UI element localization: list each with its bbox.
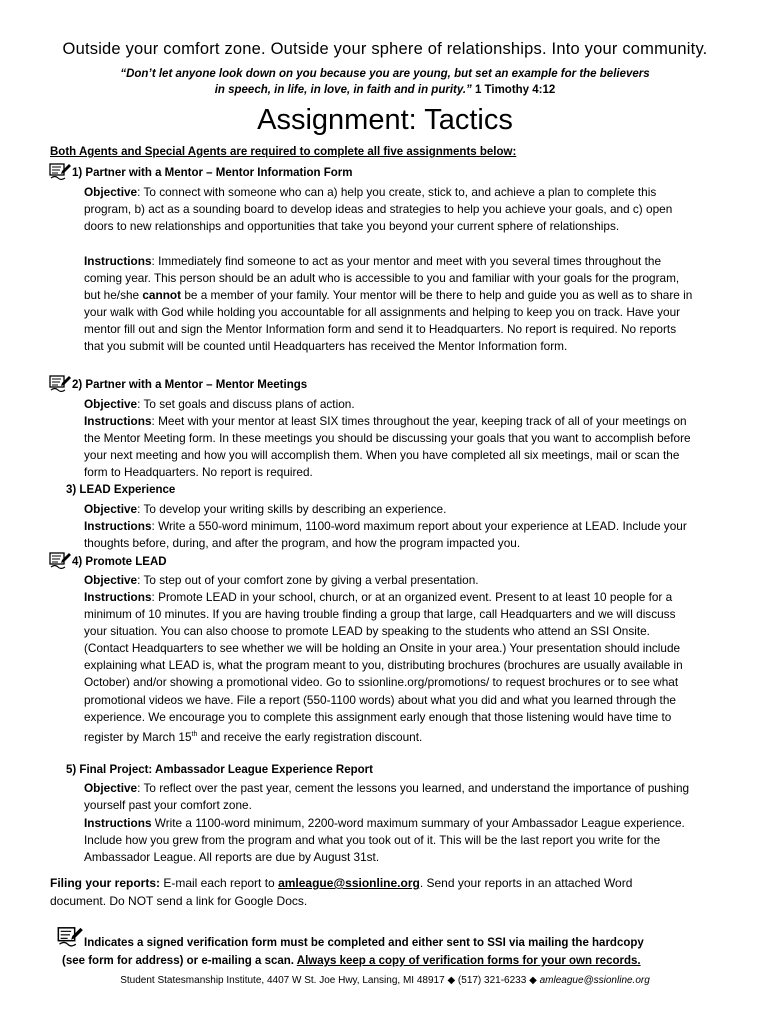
icon-legend bbox=[62, 934, 702, 970]
objective-text: : To set goals and discuss plans of action. bbox=[137, 397, 355, 411]
objective-text: : To develop your writing skills by describing an experience. bbox=[137, 502, 447, 516]
objective-label: Objective bbox=[84, 397, 138, 411]
filing-text: E-mail each report to bbox=[160, 876, 279, 890]
assignment-3-instructions bbox=[84, 518, 696, 552]
footer bbox=[0, 975, 770, 986]
assignment-5-heading: 5) Final Project: Ambassador League Experience Report bbox=[66, 764, 373, 776]
instructions-label: Instructions bbox=[84, 816, 152, 830]
instructions-text: : Immediately find someone to act as your mentor and meet with you several times throughout the coming year. This person should be an adult who is accessible to you and familiar with your goals for the program, but he/she bbox=[84, 254, 680, 303]
objective-text: : To connect with someone who can a) help you create, stick to, and achieve a plan to complete this program, b) act as a sounding board to develop ideas and strategies to help you achieve your goals, and c) open doors to new relationships and opportunities that take you beyond your current sphere of relationships. bbox=[84, 185, 673, 234]
assignment-2-heading: 2) Partner with a Mentor – Mentor Meetings bbox=[72, 379, 308, 391]
filing-instructions bbox=[50, 874, 690, 910]
email-link[interactable]: amleague@ssionline.org bbox=[278, 876, 420, 890]
footer-email[interactable]: amleague@ssionline.org bbox=[539, 975, 650, 986]
verification-form-icon bbox=[48, 373, 72, 393]
assignment-4-objective bbox=[84, 572, 696, 589]
legend-emphasis: Always keep a copy of verification forms for your own records. bbox=[296, 955, 641, 967]
assignment-4-instructions bbox=[84, 589, 696, 746]
legend-text: Indicates a signed verification form must be completed and either sent to SSI via mailing the hardcopy bbox=[84, 937, 644, 949]
assignment-1-instructions bbox=[84, 253, 696, 356]
objective-label: Objective bbox=[84, 573, 138, 587]
instructions-label: Instructions bbox=[84, 254, 152, 268]
page-title: Assignment: Tactics bbox=[257, 104, 513, 136]
verse-line-1: “Don’t let anyone look down on you because you are young, but set an example for the believers bbox=[120, 68, 650, 80]
instructions-text: be a member of your family. Your mentor will be there to help and guide you as well as to share in your walk with God while holding you accountable for all assignments and helping to keep you on track. Have your mentor fill out and sign the Mentor Information form and send it to Headquarters. No report is required. No reports that you submit will be counted until Headquarters has received the Mentor Information form. bbox=[84, 288, 693, 354]
instructions-text: : Promote LEAD in your school, church, or at an organized event. Present to at least 10 people for a minimum of 10 minutes. If you are having trouble finding a group that large, call Headquarters and we will discuss your situation. You can also choose to promote LEAD by speaking to the students who attend an SSI Onsite. (Contact Headquarters to see whether we will be holding an Onsite in your area.) Your presentation should include explaining what LEAD is, what the program meant to you, distributing brochures (brochures are usually available in October) and/or showing a promotional video. Go to ssionline.org/promotions/ to request brochures or to see what promotional videos we have. File a report (550-1100 words) about what you did and what you learned through the experience. We encourage you to complete this assignment early enough that those listening would have time to register by March 15 bbox=[84, 590, 683, 744]
diamond-icon: ◆ bbox=[447, 975, 456, 986]
verification-form-icon bbox=[48, 161, 72, 181]
assignment-4-heading: 4) Promote LEAD bbox=[72, 556, 167, 568]
assignment-2-objective bbox=[84, 396, 696, 413]
assignment-3-heading: 3) LEAD Experience bbox=[66, 484, 176, 496]
filing-label: Filing your reports: bbox=[50, 876, 161, 890]
objective-label: Objective bbox=[84, 502, 138, 516]
assignment-1-objective bbox=[84, 184, 696, 235]
instructions-text: : Write a 550-word minimum, 1100-word maximum report about your experience at LEAD. Include your thoughts before, during, and after the program, and how the program impacted you. bbox=[84, 519, 687, 551]
objective-text: : To step out of your comfort zone by giving a verbal presentation. bbox=[137, 573, 479, 587]
tagline: Outside your comfort zone. Outside your sphere of relationships. Into your community. bbox=[62, 40, 708, 58]
objective-label: Objective bbox=[84, 185, 138, 199]
legend-text: (see form for address) or e-mailing a scan. bbox=[62, 955, 297, 967]
assignment-5-objective bbox=[84, 780, 696, 814]
objective-label: Objective bbox=[84, 781, 138, 795]
verse-reference: 1 Timothy 4:12 bbox=[474, 84, 556, 96]
verse-line-2: in speech, in life, in love, in faith and in purity.” bbox=[214, 84, 472, 96]
required-note: Both Agents and Special Agents are required to complete all five assignments below: bbox=[50, 146, 517, 158]
footer-phone: (517) 321-6233 bbox=[457, 975, 527, 986]
filing-text: . Send your reports in an attached Word document. Do NOT send a link for Google Docs. bbox=[50, 876, 633, 908]
verification-form-icon bbox=[48, 550, 72, 570]
ordinal-suffix: th bbox=[191, 730, 198, 738]
bible-verse bbox=[80, 66, 690, 98]
instructions-label: Instructions bbox=[84, 519, 152, 533]
assignment-2-instructions bbox=[84, 413, 696, 481]
instructions-emphasis: cannot bbox=[142, 288, 182, 303]
instructions-text: Write a 1100-word minimum, 2200-word maximum summary of your Ambassador League experience. Include how you grew from the program and what you took out of it. This will be the last report you write for the Ambassador League. All reports are due by August 31st. bbox=[84, 816, 685, 865]
instructions-label: Instructions bbox=[84, 590, 152, 604]
footer-address: Student Statesmanship Institute, 4407 W St. Joe Hwy, Lansing, MI 48917 bbox=[120, 975, 445, 986]
diamond-icon: ◆ bbox=[529, 975, 537, 986]
objective-text: : To reflect over the past year, cement the lessons you learned, and understand the importance of pushing yourself past your comfort zone. bbox=[84, 781, 690, 813]
instructions-text: : Meet with your mentor at least SIX times throughout the year, keeping track of all of your meetings on the Mentor Meeting form. In these meetings you should be discussing your goals that you want to accomplish before your next meeting and how you will accomplish them. When you have completed all six meetings, mail or scan the form to Headquarters. No report is required. bbox=[84, 414, 691, 480]
assignment-5-instructions bbox=[84, 815, 696, 866]
instructions-text: and receive the early registration discount. bbox=[197, 729, 423, 744]
instructions-label: Instructions bbox=[84, 414, 152, 428]
assignment-1-heading: 1) Partner with a Mentor – Mentor Information Form bbox=[72, 167, 353, 179]
assignment-3-objective bbox=[84, 501, 696, 518]
